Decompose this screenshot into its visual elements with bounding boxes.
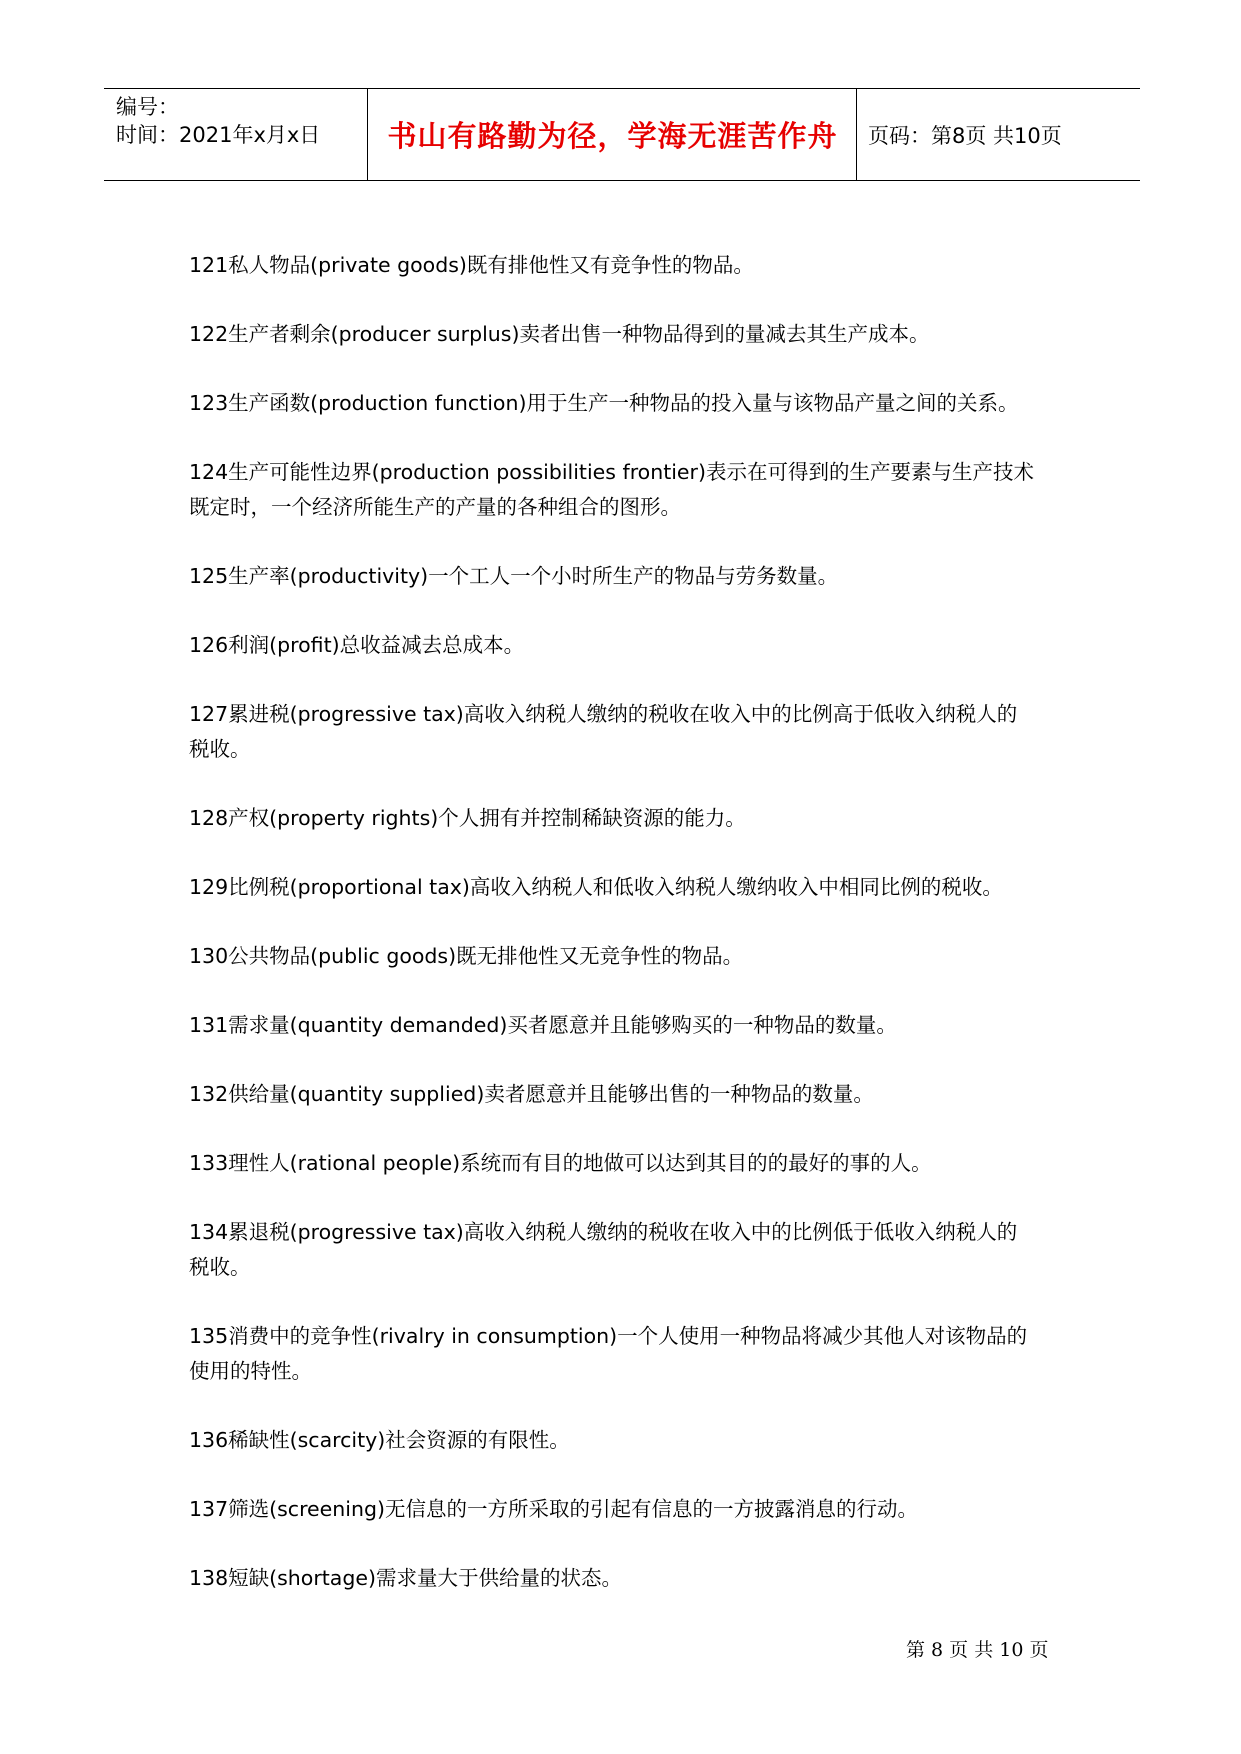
document-time-label: 时间：2021年x月x日 — [116, 123, 321, 147]
glossary-entry: 129比例税(proportional tax)高收入纳税人和低收入纳税人缴纳收入中相同比例的税收。 — [189, 875, 1003, 899]
glossary-entry: 125生产率(productivity)一个工人一个小时所生产的物品与劳务数量。 — [189, 564, 839, 588]
glossary-entry: 134累退税(progressive tax)高收入纳税人缴纳的税收在收入中的比例低于低收入纳税人的 税收。 — [189, 1220, 1018, 1279]
glossary-entry: 136稀缺性(scarcity)社会资源的有限性。 — [189, 1428, 570, 1452]
glossary-entry: 133理性人(rational people)系统而有目的地做可以达到其目的的最好的事的人。 — [189, 1151, 932, 1175]
header-divider-right — [856, 89, 857, 180]
glossary-entry: 121私人物品(private goods)既有排他性又有竞争性的物品。 — [189, 253, 754, 277]
header-divider-left — [367, 89, 368, 180]
header-meta — [116, 93, 320, 149]
glossary-entry: 123生产函数(production function)用于生产一种物品的投入量与该物品产量之间的关系。 — [189, 391, 1019, 415]
glossary-entry: 132供给量(quantity supplied)卖者愿意并且能够出售的一种物品的数量。 — [189, 1082, 874, 1106]
glossary-entry: 124生产可能性边界(production possibilities frontier)表示在可得到的生产要素与生产技术 既定时，一个经济所能生产的产量的各种组合的图形。 — [189, 460, 1034, 519]
glossary-entry: 137筛选(screening)无信息的一方所采取的引起有信息的一方披露消息的行动。 — [189, 1497, 918, 1521]
glossary-body — [189, 248, 1059, 1630]
glossary-entry: 126利润(profit)总收益减去总成本。 — [189, 633, 525, 657]
page-header — [104, 88, 1140, 181]
glossary-entry: 130公共物品(public goods)既无排他性又无竞争性的物品。 — [189, 944, 744, 968]
document-number-label: 编号： — [116, 95, 179, 119]
glossary-entry: 135消费中的竞争性(rivalry in consumption)一个人使用一种物品将减少其他人对该物品的 使用的特性。 — [189, 1324, 1028, 1383]
glossary-entry: 122生产者剩余(producer surplus)卖者出售一种物品得到的量减去其生产成本。 — [189, 322, 930, 346]
header-page-code: 页码：第8页 共10页 — [868, 123, 1062, 148]
header-motto: 书山有路勤为径，学海无涯苦作舟 — [387, 119, 838, 153]
glossary-entry: 131需求量(quantity demanded)买者愿意并且能够购买的一种物品的数量。 — [189, 1013, 897, 1037]
glossary-entry: 138短缺(shortage)需求量大于供给量的状态。 — [189, 1566, 622, 1590]
page-footer-number: 第 8 页 共 10 页 — [906, 1639, 1049, 1661]
glossary-entry: 127累进税(progressive tax)高收入纳税人缴纳的税收在收入中的比例高于低收入纳税人的 税收。 — [189, 702, 1018, 761]
glossary-entry: 128产权(property rights)个人拥有并控制稀缺资源的能力。 — [189, 806, 746, 830]
